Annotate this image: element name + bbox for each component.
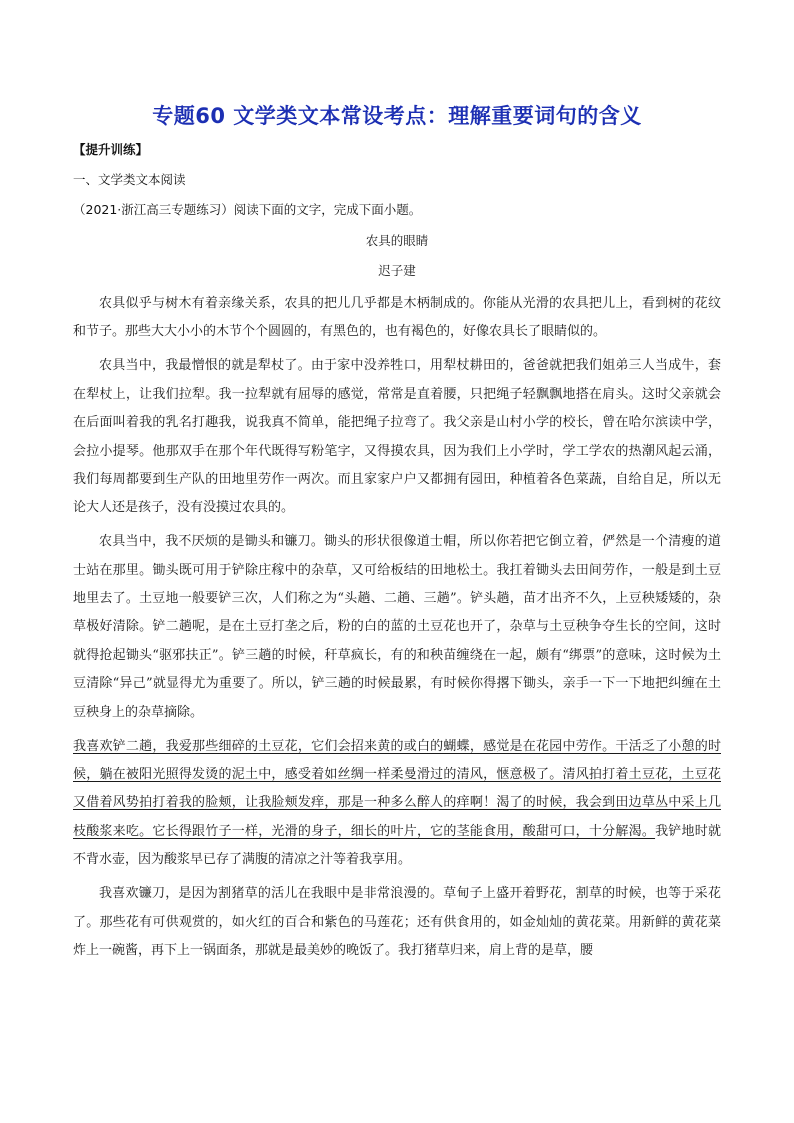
paragraph-tail: 我铲地时就不背水壶，因为酸浆早已存了满腹的清凉之汁等着我享用。 (73, 823, 721, 868)
paragraph: 我喜欢镰刀，是因为割猪草的活儿在我眼中是非常浪漫的。草甸子上盛开着野花，割草的时候，也等于采花了。那些花有可供观赏的，如火红的百合和紫色的马莲花；还有供食用的，如金灿灿的黄花菜。用新鲜的黄花菜炸上一碗酱，再下上一锅面条，那就是最美妙的晚饭了。我打猪草归来，肩上背的是草，腰 (73, 886, 721, 958)
article-body (73, 290, 721, 971)
article-title: 农具的眼睛 (365, 233, 429, 248)
instruction-text: （2021·浙江高三专题练习）阅读下面的文字，完成下面小题。 (73, 202, 422, 217)
paragraph: 农具当中，我不厌烦的是锄头和镰刀。锄头的形状很像道士帽，所以你若把它倒立着，俨然是一个清瘦的道士站在那里。锄头既可用于铲除庄稼中的杂草，又可给板结的田地松土。我扛着锄头去田间劳作，一般是到土豆地里去了。土豆地一般要铲三次，人们称之为“头趟、二趟、三趟”。铲头趟，苗才出齐不久，上豆秧矮矮的，杂草极好清除。铲二趟呢，是在土豆打垄之后，粉的白的蓝的土豆花也开了，杂草与土豆秧争夺生长的空间，这时就得抢起锄头“驱邪扶正”。铲三趟的时候，秆草疯长，有的和秧苗缠绕在一起，颇有“绑票”的意味，这时候为土豆清除“异己”就显得尤为重要了。所以，铲三趟的时候最累，有时候你得撂下锄头，亲手一下一下地把纠缠在土豆秧身上的杂草摘除。 (73, 534, 721, 720)
paragraph: 农具似乎与树木有着亲缘关系，农具的把儿几乎都是木柄制成的。你能从光滑的农具把儿上，看到树的花纹和节子。那些大大小小的木节个个圆圆的，有黑色的，也有褐色的，好像农具长了眼睛似的。 (73, 296, 721, 340)
underlined-passage: 我喜欢铲二趟，我爱那些细碎的土豆花，它们会招来黄的或白的蝴蝶，感觉是在花园中劳作。干活乏了小憩的时候，躺在被阳光照得发烫的泥土中，感受着如丝绸一样柔曼滑过的清风，惬意极了。清风拍打着土豆花，土豆花又借着风势拍打着我的脸颊，让我脸颊发痒，那是一种多么醉人的痒啊！渴了的时候，我会到田边草丛中采上几枝酸浆来吃。它长得跟竹子一样，光滑的身子，细长的叶片，它的茎能食用，酸甜可口，十分解渴。 (73, 738, 721, 839)
training-label: 【提升训练】 (73, 142, 149, 157)
paragraph: 农具当中，我最憎恨的就是犁杖了。由于家中没养牲口，用犁杖耕田的，爸爸就把我们姐弟三人当成牛，套在犁杖上，让我们拉犁。我一拉犁就有屈辱的感觉，常常是直着腰，只把绳子轻飘飘地搭在肩头。这时父亲就会在后面叫着我的乳名打趣我，说我真不简单，能把绳子拉弯了。我父亲是山村小学的校长，曾在哈尔滨读中学，会拉小提琴。他那双手在那个年代既得写粉笔字，又得摸农具，因为我们上小学时，学工学农的热潮风起云涌，我们每周都要到生产队的田地里劳作一两次。而且家家户户又都拥有园田，种植着各色菜蔬，自给自足，所以无论大人还是孩子，没有没摸过农具的。 (73, 358, 721, 516)
document-title: 专题60 文学类文本常设考点：理解重要词句的含义 (152, 104, 642, 128)
section-heading: 一、文学类文本阅读 (73, 172, 186, 187)
article-author: 迟子建 (378, 263, 416, 278)
paragraph-underlined (73, 733, 721, 875)
